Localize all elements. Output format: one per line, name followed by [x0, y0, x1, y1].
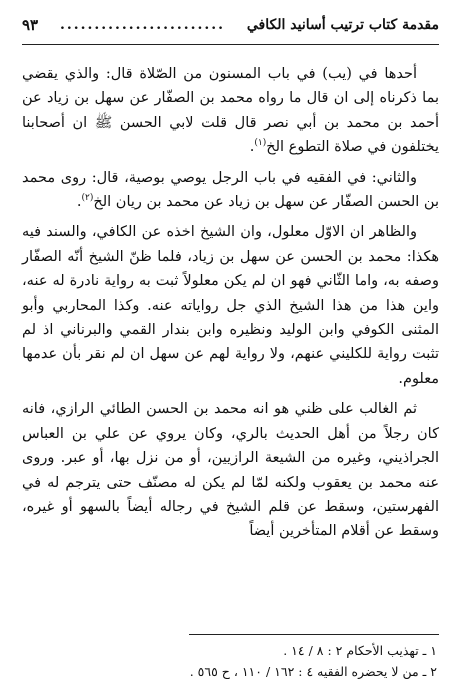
paragraph-2: والثاني: في الفقيه في باب الرجل يوصي بوصية، قال: روى محمد بن الحسن الصفّار عن سهل بن زياد عن محمد بن ريان الخ$^{(٢)}$.: [22, 169, 439, 211]
footnote-rule: [189, 634, 439, 635]
footnote-1: ١ ـ تهذيب الأحكام ٢ : ٨ / ١٤ .: [283, 643, 437, 658]
page-header: [22, 12, 439, 38]
footnote-ref-1[interactable]: (١): [254, 138, 267, 149]
paragraph-1: أحدها في (يب) في باب المسنون من الصّلاة قال: والذي يقضي بما ذكرناه إلى ان قال ما رواه محمد بن الصفّار عن سهل بن زياد عن أحمد بن محمد بن أبي نصر قال قلت لابي الحسن ﷺ ان أصحابنا يختلفون في صلاة التطوع الخ$^{(١)}$.: [22, 66, 439, 156]
page-number: ٩٣: [22, 16, 39, 34]
leader-dots: ........................: [60, 17, 225, 33]
main-text: [22, 62, 439, 550]
paragraph-1-text: أحدها في (يب) في باب المسنون من الصّلاة قال: والذي يقضي بما ذكرناه إلى ان قال ما رواه محمد بن الصفّار عن سهل بن زياد عن أحمد بن محمد بن أبي نصر قال قلت لابي الحسن ﷺ ان أصحابنا يختلفون في صلاة التطوع الخ: [22, 66, 439, 156]
footnote-ref-2[interactable]: (٢): [81, 193, 94, 204]
footnotes: [22, 640, 437, 682]
paragraph-2-text: والثاني: في الفقيه في باب الرجل يوصي بوصية، قال: روى محمد بن الحسن الصفّار عن سهل بن زياد عن محمد بن ريان الخ: [22, 169, 439, 211]
paragraph-3: والظاهر ان الاوّل معلول، وان الشيخ اخذه عن الكافي، والسند فيه هكذا: محمد بن الحسن عن سهل بن زياد، فلما ظنّ الشيخ أنّه الصفّار وصفه به، واما الثّاني فهو ان لم يكن معلولاً ثبت به رواية نادرة له عنه، واين هذا من هذا الشيخ الذي جل رواياته عنه. وكذا المحاربي وأبو المثنى الكوفي وابن الوليد ونظيره وابن بندار القمي والبرناني اذ لم تثبت رواية للكليني عنهم، ولا رواية لهم عن سهل ان لم نقر بأن عدمها معلوم.: [22, 224, 439, 387]
running-title: مقدمة كتاب ترتيب أسانيد الكافي: [246, 17, 439, 33]
footnote-2: ٢ ـ من لا يحضره الفقيه ٤ : ١٦٢ / ١١٠ ، ح ٥٦٥ .: [189, 664, 437, 679]
header-rule: [22, 44, 439, 45]
paragraph-4: ثم الغالب على ظني هو انه محمد بن الحسن الطائي الرازي، فانه كان رجلاً من أهل الحديث بالري، وكان يروي عن علي بن العباس الجراذيني، وغيره من الشيعة الرازيين، أو من نزل بها، أو عبر. وروى عنه محمد بن يعقوب ولكنه لمّا لم يكن له مصنّف حتى يترجم له في الفهرستين، وسقط عن قلم الشيخ في رجاله أيضاً بالسهو أو غيره، وسقط عن أقلام المتأخرين أيضاً: [22, 401, 439, 540]
